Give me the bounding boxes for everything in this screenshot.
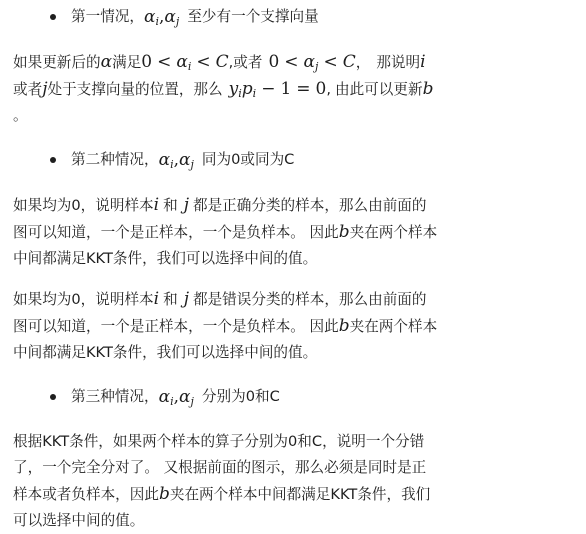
alpha-i-symbol: $\alpha_i$: [143, 7, 159, 28]
case-3-paragraph-line-1: 根据KKT条件，如果两个样本的算子分别为0和C，说明一个分错: [13, 433, 425, 450]
alpha-i-symbol: $\alpha_i$: [158, 150, 174, 171]
case-2-para-1-line-2: 图可以知道，一个是正样本，一个是负样本。 因此b夹在两个样本: [13, 222, 438, 242]
bullet-case-2: [13, 145, 572, 175]
case-3-paragraph-line-3: 样本或者负样本，因此b夹在两个样本中间都满足KKT条件，我们: [13, 484, 431, 504]
symbol-comma: ,: [159, 7, 165, 27]
case-2-suffix: 同为0或同为C: [201, 151, 295, 168]
case-2-para-2-line-1: 如果均为0，说明样本i 和 j 都是错误分类的样本，那么由前面的: [13, 289, 427, 309]
alpha-j-symbol: $\alpha_j$: [179, 387, 194, 408]
symbol-comma: ,: [173, 387, 179, 407]
alpha-j-symbol: $\alpha_j$: [164, 7, 180, 28]
alpha-j-symbol: $\alpha_j$: [179, 150, 194, 171]
symbol-comma: ,: [173, 150, 179, 170]
case-2-para-2-line-3: 中间都满足KKT条件，我们可以选择中间的值。: [13, 344, 318, 361]
case-2-para-1-line-3: 中间都满足KKT条件，我们可以选择中间的值。: [13, 250, 318, 267]
alpha-i-symbol: $\alpha_i$: [158, 387, 174, 408]
case-3-paragraph-line-4: 可以选择中间的值。: [13, 512, 145, 529]
case-2-para-2-line-2: 图可以知道，一个是正样本，一个是负样本。 因此b夹在两个样本: [13, 316, 438, 336]
case-1-paragraph-line-2: 或者j处于支撑向量的位置，那么 $y_ip_i - 1 = 0$, 由此可以更新b: [13, 79, 434, 100]
bullet-dot-icon: [50, 394, 56, 400]
bullet-dot-icon: [50, 14, 56, 20]
case-1-paragraph-line-3: 。: [13, 107, 28, 124]
bullet-case-3: [13, 382, 572, 412]
bullet-dot-icon: [50, 157, 56, 163]
case-1-suffix: 至少有一个支撑向量: [187, 8, 319, 25]
case-1-paragraph-line-1: 如果更新后的α满足$0 < \alpha_i < C$,或者 $0 < \alpha_j < C$， 那说明i: [13, 52, 426, 73]
case-3-suffix: 分别为0和C: [201, 388, 280, 405]
case-3-paragraph-line-2: 了，一个完全分对了。 又根据前面的图示，那么必须是同时是正: [13, 459, 427, 476]
case-3-label: 第三种情况，: [71, 388, 159, 405]
case-2-para-1-line-1: 如果均为0，说明样本i 和 j 都是正确分类的样本，那么由前面的: [13, 195, 427, 215]
case-1-label: 第一情况，: [71, 8, 144, 25]
case-2-label: 第二种情况，: [71, 151, 159, 168]
bullet-case-1: [13, 2, 572, 32]
